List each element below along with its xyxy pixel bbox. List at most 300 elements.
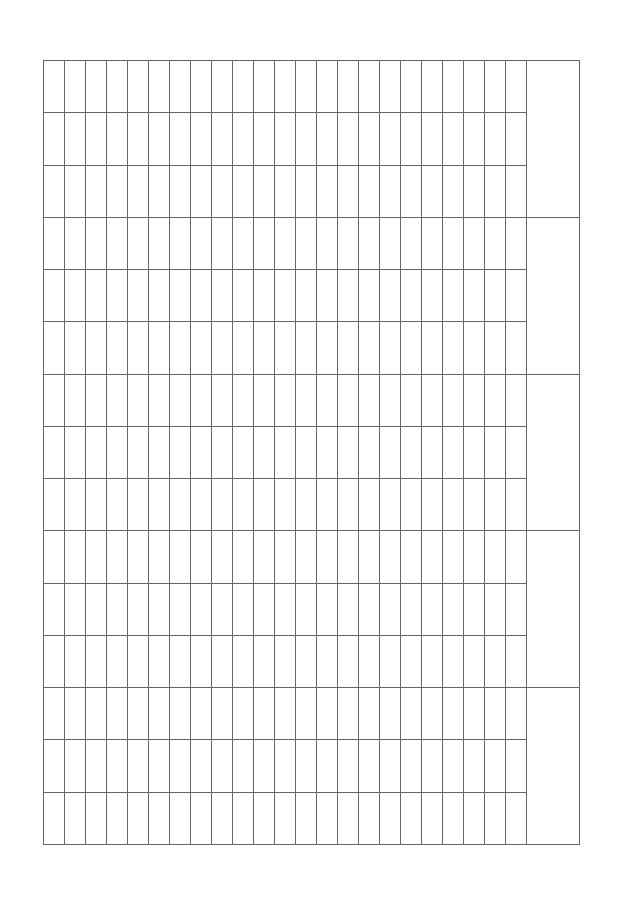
table-cell	[380, 688, 401, 740]
table-cell	[86, 165, 107, 217]
table-cell	[149, 322, 170, 374]
table-cell	[359, 322, 380, 374]
table-cell	[128, 61, 149, 113]
year-cell	[506, 426, 527, 478]
table-row	[65, 61, 86, 845]
table-cell	[296, 217, 317, 269]
table-cell	[380, 217, 401, 269]
table-row	[191, 61, 212, 845]
table-cell	[86, 426, 107, 478]
table-cell	[254, 61, 275, 113]
table-cell	[359, 113, 380, 165]
table-cell	[296, 270, 317, 322]
table-cell	[170, 61, 191, 113]
table-cell	[485, 792, 506, 844]
table-cell	[149, 270, 170, 322]
table-cell	[128, 217, 149, 269]
table-cell	[233, 740, 254, 792]
table-cell	[128, 374, 149, 426]
table-sheet	[60, 60, 580, 845]
table-row	[170, 61, 191, 845]
year-cell	[506, 322, 527, 374]
header-group-3	[527, 374, 580, 531]
table-cell	[380, 635, 401, 687]
table-cell	[44, 479, 65, 531]
table-cell	[65, 583, 86, 635]
table-cell	[65, 165, 86, 217]
table-cell	[86, 113, 107, 165]
year-cell	[506, 217, 527, 269]
table-cell	[44, 374, 65, 426]
table-cell	[170, 374, 191, 426]
table-cell	[212, 113, 233, 165]
table-cell	[44, 583, 65, 635]
table-cell	[464, 479, 485, 531]
table-cell	[275, 165, 296, 217]
table-cell	[443, 217, 464, 269]
table-cell	[296, 426, 317, 478]
table-cell	[191, 270, 212, 322]
table-cell	[485, 113, 506, 165]
table-cell	[170, 792, 191, 844]
table-cell	[170, 426, 191, 478]
table-cell	[317, 165, 338, 217]
table-cell	[338, 479, 359, 531]
table-cell	[191, 322, 212, 374]
table-cell	[254, 270, 275, 322]
table-cell	[191, 688, 212, 740]
table-cell	[254, 217, 275, 269]
table-cell	[233, 635, 254, 687]
table-cell	[170, 165, 191, 217]
table-cell	[422, 374, 443, 426]
table-cell	[86, 270, 107, 322]
table-cell	[65, 374, 86, 426]
table-cell	[380, 113, 401, 165]
table-cell	[107, 740, 128, 792]
table-cell	[86, 531, 107, 583]
table-row	[233, 61, 254, 845]
table-cell	[254, 113, 275, 165]
table-cell	[380, 740, 401, 792]
table-cell	[422, 426, 443, 478]
table-cell	[401, 61, 422, 113]
financing-table	[43, 60, 580, 845]
table-cell	[380, 270, 401, 322]
year-cell	[506, 688, 527, 740]
table-cell	[464, 635, 485, 687]
table-cell	[422, 635, 443, 687]
table-cell	[275, 113, 296, 165]
table-cell	[296, 113, 317, 165]
table-cell	[317, 479, 338, 531]
table-cell	[107, 374, 128, 426]
table-cell	[65, 688, 86, 740]
table-cell	[191, 61, 212, 113]
table-cell	[170, 583, 191, 635]
table-cell	[422, 217, 443, 269]
table-cell	[170, 322, 191, 374]
table-row	[107, 61, 128, 845]
table-cell	[401, 479, 422, 531]
table-cell	[464, 792, 485, 844]
table-cell	[401, 792, 422, 844]
table-cell	[338, 426, 359, 478]
table-cell	[464, 322, 485, 374]
table-cell	[128, 583, 149, 635]
table-cell	[65, 635, 86, 687]
table-cell	[128, 635, 149, 687]
table-cell	[233, 583, 254, 635]
table-cell	[128, 322, 149, 374]
table-cell	[254, 635, 275, 687]
table-cell	[443, 270, 464, 322]
table-cell	[65, 479, 86, 531]
table-cell	[149, 635, 170, 687]
table-cell	[464, 426, 485, 478]
table-cell	[401, 426, 422, 478]
table-cell	[380, 479, 401, 531]
table-cell	[275, 479, 296, 531]
table-cell	[464, 113, 485, 165]
table-cell	[233, 531, 254, 583]
table-cell	[338, 792, 359, 844]
table-cell	[359, 426, 380, 478]
table-cell	[44, 792, 65, 844]
table-row	[317, 61, 338, 845]
table-cell	[317, 217, 338, 269]
table-cell	[317, 531, 338, 583]
table-cell	[107, 688, 128, 740]
table-cell	[65, 426, 86, 478]
table-cell	[317, 740, 338, 792]
year-cell	[506, 61, 527, 113]
table-cell	[464, 688, 485, 740]
table-cell	[338, 165, 359, 217]
table-cell	[275, 322, 296, 374]
table-cell	[401, 740, 422, 792]
table-cell	[191, 374, 212, 426]
table-row	[422, 61, 443, 845]
table-cell	[380, 426, 401, 478]
table-cell	[443, 479, 464, 531]
table-cell	[317, 113, 338, 165]
table-row	[464, 61, 485, 845]
table-cell	[149, 792, 170, 844]
table-cell	[233, 688, 254, 740]
table-cell	[380, 61, 401, 113]
table-cell	[86, 583, 107, 635]
table-cell	[296, 583, 317, 635]
table-cell	[212, 583, 233, 635]
table-cell	[44, 270, 65, 322]
table-cell	[212, 740, 233, 792]
table-cell	[107, 61, 128, 113]
table-cell	[128, 740, 149, 792]
table-cell	[338, 113, 359, 165]
table-cell	[149, 113, 170, 165]
table-cell	[212, 688, 233, 740]
table-cell	[233, 479, 254, 531]
table-cell	[359, 531, 380, 583]
table-cell	[86, 792, 107, 844]
table-cell	[485, 217, 506, 269]
header-group-4	[527, 531, 580, 688]
table-cell	[149, 217, 170, 269]
table-cell	[191, 792, 212, 844]
table-cell	[275, 688, 296, 740]
table-cell	[401, 583, 422, 635]
table-cell	[44, 217, 65, 269]
table-cell	[296, 635, 317, 687]
table-cell	[191, 531, 212, 583]
table-cell	[149, 165, 170, 217]
header-group-1	[527, 61, 580, 218]
table-cell	[107, 165, 128, 217]
table-body	[44, 61, 506, 845]
table-cell	[149, 583, 170, 635]
table-cell	[254, 583, 275, 635]
table-cell	[191, 635, 212, 687]
table-row	[359, 61, 380, 845]
table-cell	[254, 426, 275, 478]
table-cell	[296, 165, 317, 217]
table-cell	[338, 635, 359, 687]
table-cell	[254, 531, 275, 583]
table-cell	[254, 165, 275, 217]
table-cell	[443, 165, 464, 217]
table-cell	[317, 635, 338, 687]
table-row	[443, 61, 464, 845]
table-cell	[44, 113, 65, 165]
table-cell	[401, 217, 422, 269]
table-cell	[464, 217, 485, 269]
table-row	[275, 61, 296, 845]
table-cell	[86, 740, 107, 792]
table-cell	[380, 531, 401, 583]
table-cell	[485, 635, 506, 687]
table-cell	[443, 531, 464, 583]
table-cell	[44, 740, 65, 792]
table-cell	[254, 479, 275, 531]
table-cell	[338, 270, 359, 322]
table-cell	[380, 583, 401, 635]
table-cell	[65, 531, 86, 583]
table-cell	[359, 635, 380, 687]
table-cell	[86, 61, 107, 113]
table-cell	[443, 792, 464, 844]
table-cell	[149, 688, 170, 740]
table-cell	[212, 165, 233, 217]
table-cell	[401, 270, 422, 322]
table-cell	[401, 113, 422, 165]
header-row	[527, 61, 580, 845]
rotated-table-wrapper	[60, 60, 580, 845]
table-cell	[233, 792, 254, 844]
table-cell	[401, 322, 422, 374]
table-cell	[464, 583, 485, 635]
table-cell	[191, 217, 212, 269]
table-cell	[170, 217, 191, 269]
table-cell	[485, 531, 506, 583]
table-cell	[107, 635, 128, 687]
table-cell	[359, 217, 380, 269]
table-cell	[107, 531, 128, 583]
table-cell	[191, 113, 212, 165]
table-cell	[401, 374, 422, 426]
year-cell	[506, 113, 527, 165]
table-cell	[317, 583, 338, 635]
table-cell	[464, 374, 485, 426]
table-cell	[254, 688, 275, 740]
table-cell	[170, 531, 191, 583]
table-cell	[191, 479, 212, 531]
table-cell	[443, 322, 464, 374]
table-cell	[464, 740, 485, 792]
table-cell	[338, 322, 359, 374]
table-cell	[359, 270, 380, 322]
table-cell	[317, 322, 338, 374]
table-cell	[254, 322, 275, 374]
table-cell	[128, 165, 149, 217]
table-cell	[485, 426, 506, 478]
table-cell	[149, 740, 170, 792]
table-cell	[86, 479, 107, 531]
table-cell	[317, 426, 338, 478]
table-cell	[422, 61, 443, 113]
table-cell	[44, 322, 65, 374]
table-cell	[149, 374, 170, 426]
table-cell	[233, 374, 254, 426]
year-cell	[506, 792, 527, 844]
table-cell	[317, 688, 338, 740]
table-cell	[65, 113, 86, 165]
table-cell	[128, 113, 149, 165]
table-cell	[359, 583, 380, 635]
table-cell	[128, 688, 149, 740]
table-cell	[401, 531, 422, 583]
table-cell	[359, 479, 380, 531]
table-cell	[233, 426, 254, 478]
table-cell	[296, 531, 317, 583]
table-cell	[380, 792, 401, 844]
table-cell	[422, 270, 443, 322]
table-cell	[128, 792, 149, 844]
table-cell	[485, 61, 506, 113]
table-cell	[359, 374, 380, 426]
table-cell	[359, 61, 380, 113]
table-cell	[485, 374, 506, 426]
table-cell	[170, 479, 191, 531]
table-row	[401, 61, 422, 845]
table-cell	[359, 688, 380, 740]
year-cell	[506, 635, 527, 687]
table-cell	[296, 479, 317, 531]
table-cell	[338, 374, 359, 426]
table-cell	[422, 531, 443, 583]
table-cell	[86, 374, 107, 426]
year-cell	[506, 479, 527, 531]
table-cell	[359, 740, 380, 792]
table-cell	[233, 217, 254, 269]
table-cell	[464, 165, 485, 217]
table-cell	[275, 217, 296, 269]
table-cell	[170, 270, 191, 322]
table-cell	[296, 792, 317, 844]
table-cell	[170, 113, 191, 165]
table-row	[380, 61, 401, 845]
table-cell	[275, 531, 296, 583]
table-cell	[464, 270, 485, 322]
table-cell	[191, 426, 212, 478]
table-cell	[485, 479, 506, 531]
table-cell	[338, 61, 359, 113]
table-cell	[296, 374, 317, 426]
table-cell	[254, 792, 275, 844]
table-cell	[128, 270, 149, 322]
table-row	[296, 61, 317, 845]
table-cell	[149, 426, 170, 478]
table-cell	[254, 740, 275, 792]
table-cell	[233, 322, 254, 374]
table-cell	[65, 61, 86, 113]
table-cell	[443, 635, 464, 687]
year-cell	[506, 583, 527, 635]
table-cell	[233, 113, 254, 165]
table-cell	[464, 61, 485, 113]
table-cell	[212, 270, 233, 322]
table-cell	[422, 165, 443, 217]
table-cell	[275, 426, 296, 478]
table-cell	[443, 113, 464, 165]
table-cell	[65, 270, 86, 322]
table-cell	[338, 583, 359, 635]
table-cell	[65, 217, 86, 269]
table-cell	[107, 479, 128, 531]
table-cell	[65, 322, 86, 374]
table-cell	[107, 270, 128, 322]
table-cell	[170, 635, 191, 687]
table-cell	[212, 792, 233, 844]
table-cell	[86, 217, 107, 269]
year-row	[506, 61, 527, 845]
table-cell	[212, 322, 233, 374]
year-cell	[506, 531, 527, 583]
table-cell	[128, 479, 149, 531]
table-row	[128, 61, 149, 845]
table-row	[149, 61, 170, 845]
table-cell	[149, 531, 170, 583]
header-group-5	[527, 688, 580, 845]
table-row	[212, 61, 233, 845]
table-cell	[107, 426, 128, 478]
table-cell	[275, 635, 296, 687]
table-cell	[128, 426, 149, 478]
table-cell	[170, 688, 191, 740]
year-cell	[506, 374, 527, 426]
table-cell	[296, 688, 317, 740]
table-cell	[212, 374, 233, 426]
table-cell	[44, 426, 65, 478]
table-cell	[212, 217, 233, 269]
table-cell	[86, 635, 107, 687]
table-cell	[422, 583, 443, 635]
table-cell	[233, 61, 254, 113]
table-row	[338, 61, 359, 845]
table-cell	[296, 322, 317, 374]
header-group-2	[527, 217, 580, 374]
table-cell	[359, 792, 380, 844]
